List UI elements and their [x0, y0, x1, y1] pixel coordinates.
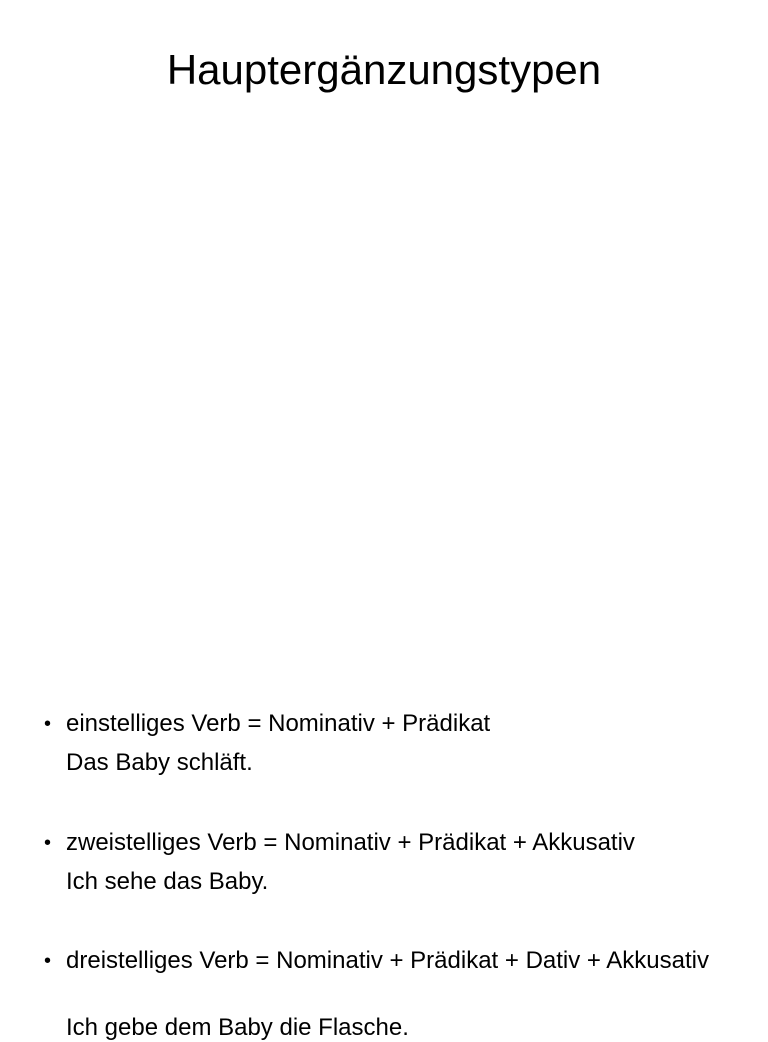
- bullet-icon: •: [44, 713, 52, 735]
- bullet-definition: zweistelliges Verb = Nominativ + Prädikat + Akkusativ: [66, 829, 635, 856]
- bullet-definition: einstelliges Verb = Nominativ + Prädikat: [66, 710, 491, 737]
- example-sentence: Ich gebe dem Baby die Flasche.: [66, 1014, 409, 1041]
- example-sentence: Das Baby schläft.: [66, 749, 253, 776]
- slide-title: Hauptergänzungstypen: [166, 46, 602, 93]
- bullet-definition: dreistelliges Verb = Nominativ + Prädikat + Dativ + Akkusativ: [66, 947, 709, 974]
- example-sentence: Ich sehe das Baby.: [66, 868, 269, 895]
- bullet-icon: •: [44, 832, 52, 854]
- bullet-icon: •: [44, 950, 52, 972]
